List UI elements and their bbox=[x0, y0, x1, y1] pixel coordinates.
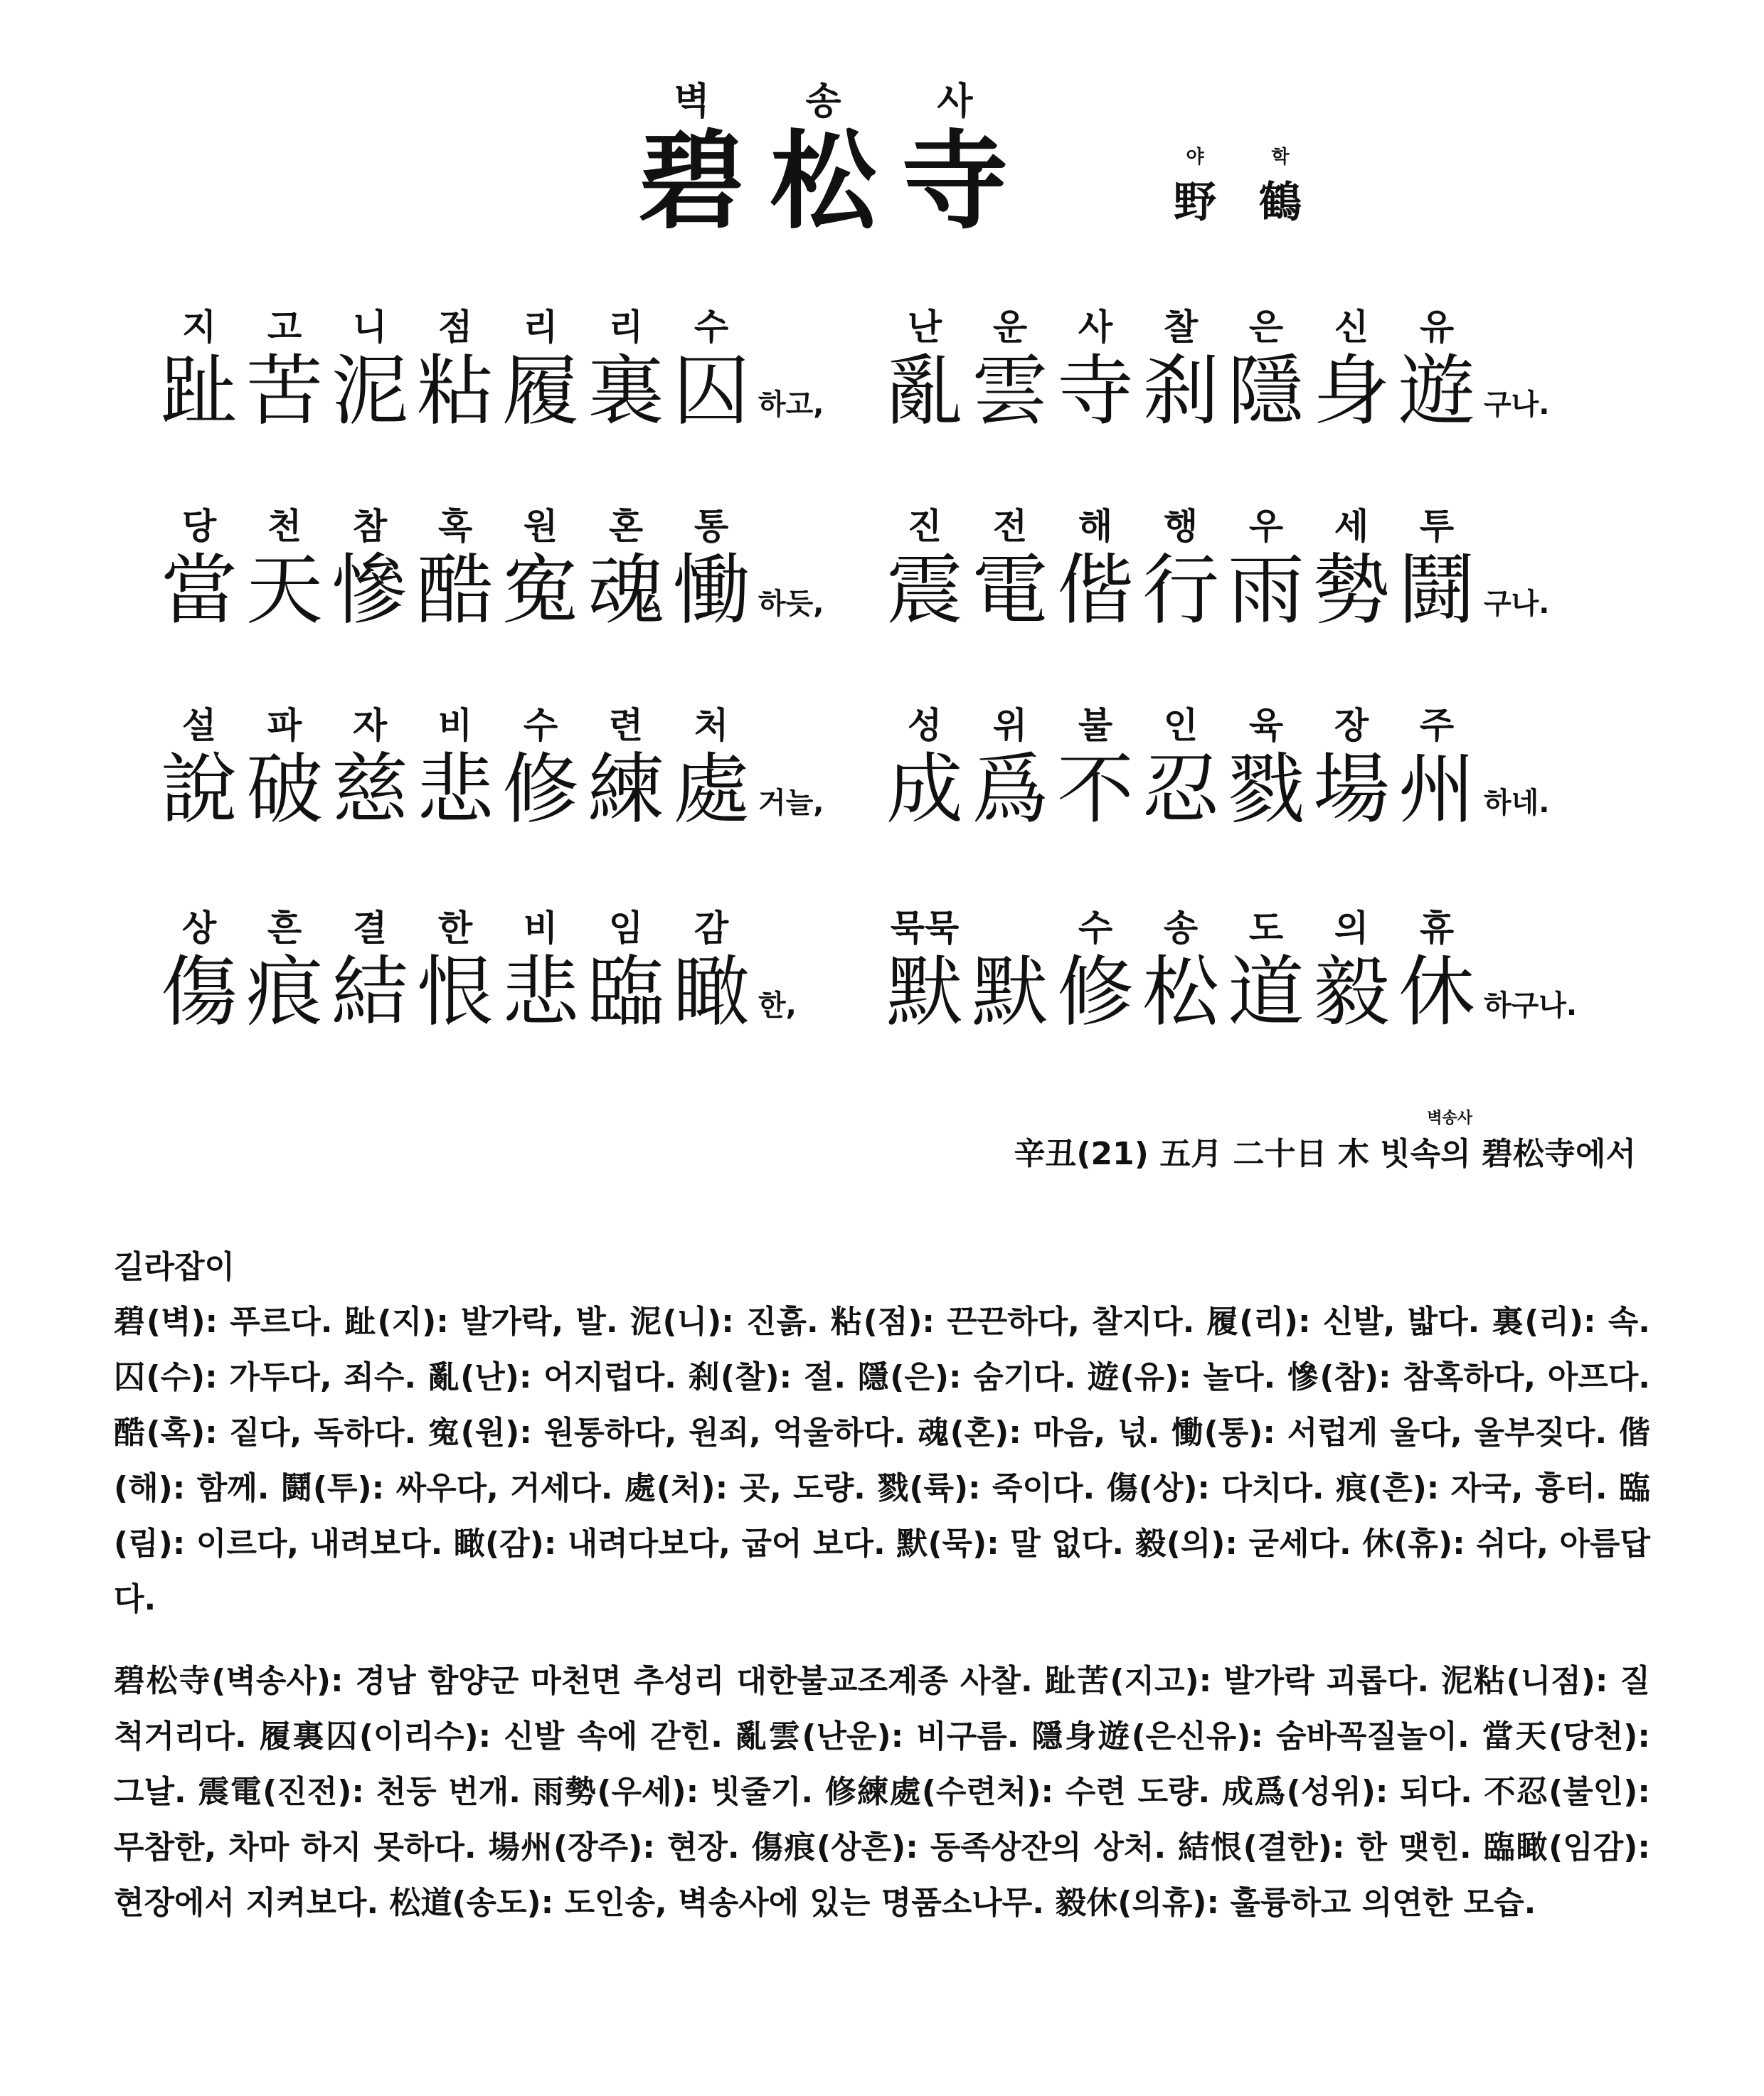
hanja-char: 勢 bbox=[1312, 546, 1390, 635]
hanja-char: 當 bbox=[160, 546, 238, 635]
hanja-char: 偕 bbox=[1056, 546, 1134, 635]
ruby-char: 묵묵 bbox=[890, 908, 960, 949]
hanja-char: 道 bbox=[1227, 948, 1305, 1037]
verse-2-left bbox=[156, 498, 824, 633]
ruby-char: 리 bbox=[523, 307, 558, 348]
hanja-char: 悲 bbox=[416, 745, 494, 834]
hanja-char: 寃 bbox=[501, 546, 579, 635]
hanja-char: 隱 bbox=[1227, 347, 1305, 436]
title-ruby-char: 벽 bbox=[674, 80, 710, 123]
hanja-char: 刹 bbox=[1142, 347, 1219, 436]
hanja-char: 亂 bbox=[886, 347, 963, 436]
ruby-char: 신 bbox=[1334, 307, 1369, 348]
ruby-char: 찰 bbox=[1163, 307, 1199, 348]
ruby-char: 위 bbox=[992, 705, 1028, 746]
title-ruby bbox=[626, 71, 1021, 124]
hanja-char: 裏 bbox=[587, 347, 664, 436]
hanja-char: 痕 bbox=[245, 948, 323, 1037]
hanja-char: 雲 bbox=[971, 347, 1048, 436]
hanja-char: 身 bbox=[1312, 347, 1390, 436]
ruby-char: 혹 bbox=[437, 506, 473, 547]
ruby-char: 운 bbox=[992, 307, 1028, 348]
hanja-char: 修 bbox=[501, 745, 579, 834]
ruby-char: 유 bbox=[1419, 307, 1455, 348]
title-ruby-char: 송 bbox=[805, 80, 841, 123]
hanja-char: 履 bbox=[501, 347, 579, 436]
hanja-char: 雨 bbox=[1227, 546, 1305, 635]
hanja-char: 遊 bbox=[1398, 347, 1475, 436]
hanja-char: 成 bbox=[886, 745, 963, 834]
hanja-char: 松 bbox=[1142, 948, 1219, 1037]
hanja-char: 慟 bbox=[672, 546, 750, 635]
author-ruby-char: 학 bbox=[1271, 147, 1290, 168]
ruby-char: 인 bbox=[1163, 705, 1199, 746]
verse-4-left bbox=[156, 900, 797, 1035]
ruby-char: 수 bbox=[523, 705, 558, 746]
hanja-char: 慘 bbox=[331, 546, 408, 635]
ruby-char: 리 bbox=[608, 307, 644, 348]
title-hanja-char: 寺 bbox=[901, 119, 1009, 244]
hanja-char: 修 bbox=[1056, 948, 1134, 1037]
ruby-char: 설 bbox=[181, 705, 217, 746]
author-hanja-char: 鶴 bbox=[1259, 178, 1302, 228]
hanja-char: 魂 bbox=[587, 546, 664, 635]
hanja-char: 寺 bbox=[1056, 347, 1134, 436]
hanja-char: 練 bbox=[587, 745, 664, 834]
dateline-text: 辛丑(21) 五月 二十日 木 빗속의 碧松寺에서 bbox=[1014, 1136, 1636, 1172]
ruby-char: 진 bbox=[907, 506, 942, 547]
ruby-char: 성 bbox=[907, 705, 942, 746]
verse-suffix: 하고, bbox=[758, 388, 824, 421]
hanja-char: 忍 bbox=[1142, 745, 1219, 834]
ruby-char: 한 bbox=[437, 908, 473, 949]
ruby-char: 불 bbox=[1078, 705, 1113, 746]
ruby-char: 수 bbox=[694, 307, 729, 348]
hanja-char: 悲 bbox=[501, 948, 579, 1037]
hanja-char: 苦 bbox=[245, 347, 323, 436]
glossary-paragraph: 碧(벽): 푸르다. 趾(지): 발가락, 발. 泥(니): 진흙. 粘(점): 끈끈하다, 찰지다. 履(리): 신발, 밟다. 裏(리): 속. 囚(수): 가두다, 죄수. 亂(난): 어지럽다. 刹(찰): 절. 隱(은): 숨기다. 遊(유): 놀다. 慘(참): 참혹하다, 아프다. 酷(혹): 짙다, 독하다. 寃(원): 원통하다, 원죄, 억울하다. 魂(혼): 마음, 넋. 慟(통): 서럽게 울다, 울부짖다. 偕(해): 함께. 鬪(투): 싸우다, 거세다. 處(처): 곳, 도량. 戮(륙): 죽이다. 傷(상): 다치다. 痕(흔): 자국, 흉터. 臨(림): 이르다, 내려보다. 瞰(감): 내려다보다, 굽어 보다. 默(묵): 말 없다. 毅(의): 굳세다. 休(휴): 쉬다, 아름답다. bbox=[114, 1304, 1650, 1617]
ruby-char: 수 bbox=[1078, 908, 1113, 949]
hanja-char: 毅 bbox=[1312, 948, 1390, 1037]
ruby-char: 의 bbox=[1334, 908, 1369, 949]
hanja-char: 泥 bbox=[331, 347, 408, 436]
verse-2-right bbox=[882, 498, 1549, 633]
hanja-char: 破 bbox=[245, 745, 323, 834]
ruby-char: 임 bbox=[608, 908, 644, 949]
verse-suffix: 하네. bbox=[1484, 787, 1550, 819]
hanja-char: 不 bbox=[1056, 745, 1134, 834]
hanja-char: 鬪 bbox=[1398, 546, 1475, 635]
ruby-char: 처 bbox=[694, 705, 729, 746]
title-hanja bbox=[626, 119, 1021, 244]
hanja-char: 傷 bbox=[160, 948, 238, 1037]
ruby-char: 송 bbox=[1163, 908, 1199, 949]
verse-suffix: 하구나. bbox=[1484, 989, 1578, 1022]
glossary-heading: 길라잡이 bbox=[114, 1249, 235, 1285]
ruby-char: 원 bbox=[523, 506, 558, 547]
ruby-char: 비 bbox=[437, 705, 473, 746]
author-hanja-char: 野 bbox=[1174, 178, 1216, 228]
hanja-char: 囚 bbox=[672, 347, 750, 436]
ruby-char bbox=[967, 900, 1053, 951]
glossary-paragraph: 碧松寺(벽송사): 경남 함양군 마천면 추성리 대한불교조계종 사찰. 趾苦(지고): 발가락 괴롭다. 泥粘(니점): 질척거리다. 履裏囚(이리수): 신발 속에 갇힌. 亂雲(난운): 비구름. 隱身遊(은신유): 숨바꼭질놀이. 當天(당천): 그날. 震電(진전): 천둥 번개. 雨勢(우세): 빗줄기. 修練處(수련처): 수련 도량. 成爲(성위): 되다. 不忍(불인): 무참한, 차마 하지 못하다. 場州(장주): 현장. 傷痕(상흔): 동족상잔의 상처. 結恨(결한): 한 맺힌. 臨瞰(임감): 현장에서 지켜보다. 松道(송도): 도인송, 벽송사에 있는 명품소나무. 毅休(의휴): 훌륭하고 의연한 모습. bbox=[114, 1663, 1650, 1921]
ruby-char: 참 bbox=[352, 506, 388, 547]
hanja-char: 處 bbox=[672, 745, 750, 834]
title-ruby-char: 사 bbox=[937, 80, 973, 123]
verse-suffix: 하듯, bbox=[758, 587, 824, 620]
verse-3-right bbox=[882, 697, 1549, 832]
ruby-char: 파 bbox=[267, 705, 302, 746]
ruby-char: 통 bbox=[694, 506, 729, 547]
author bbox=[1152, 142, 1323, 230]
ruby-char: 해 bbox=[1078, 506, 1113, 547]
ruby-char: 세 bbox=[1334, 506, 1369, 547]
ruby-char: 상 bbox=[181, 908, 217, 949]
title-hanja-char: 松 bbox=[770, 119, 877, 244]
hanja-char: 結 bbox=[331, 948, 408, 1037]
ruby-char: 난 bbox=[907, 307, 942, 348]
hanja-char: 瞰 bbox=[672, 948, 750, 1037]
verse-3-left bbox=[156, 697, 824, 832]
ruby-char: 결 bbox=[352, 908, 388, 949]
hanja-char: 慈 bbox=[331, 745, 408, 834]
ruby-char: 투 bbox=[1419, 506, 1455, 547]
hanja-char: 說 bbox=[160, 745, 238, 834]
ruby-char: 련 bbox=[608, 705, 644, 746]
ruby-char: 흔 bbox=[267, 908, 302, 949]
title-hanja-char: 碧 bbox=[638, 119, 745, 244]
ruby-char: 고 bbox=[267, 307, 302, 348]
ruby-char: 당 bbox=[181, 506, 217, 547]
hanja-char: 粘 bbox=[416, 347, 494, 436]
ruby-char: 전 bbox=[992, 506, 1028, 547]
hanja-char: 酷 bbox=[416, 546, 494, 635]
ruby-char: 감 bbox=[694, 908, 729, 949]
hanja-char: 恨 bbox=[416, 948, 494, 1037]
hanja-char: 爲 bbox=[971, 745, 1048, 834]
verse-1-right bbox=[882, 299, 1549, 434]
hanja-char: 震 bbox=[886, 546, 963, 635]
hanja-char: 戮 bbox=[1227, 745, 1305, 834]
hanja-char: 電 bbox=[971, 546, 1048, 635]
hanja-char: 州 bbox=[1398, 745, 1475, 834]
hanja-char: 趾 bbox=[160, 347, 238, 436]
ruby-char: 휴 bbox=[1419, 908, 1455, 949]
hanja-char: 天 bbox=[245, 546, 323, 635]
verse-4-right bbox=[882, 900, 1577, 1035]
hanja-char: 行 bbox=[1142, 546, 1219, 635]
verse-1-left bbox=[156, 299, 824, 434]
hanja-char: 臨 bbox=[587, 948, 664, 1037]
hanja-char: 默 bbox=[886, 948, 963, 1037]
ruby-char: 주 bbox=[1419, 705, 1455, 746]
ruby-char: 우 bbox=[1248, 506, 1284, 547]
ruby-char: 니 bbox=[352, 307, 388, 348]
verse-suffix: 거늘, bbox=[758, 787, 824, 819]
ruby-char: 사 bbox=[1078, 307, 1113, 348]
ruby-char: 비 bbox=[523, 908, 558, 949]
hanja-char: 場 bbox=[1312, 745, 1390, 834]
hanja-char: 默 bbox=[971, 948, 1048, 1037]
verse-suffix: 한, bbox=[758, 989, 797, 1022]
author-ruby-char: 야 bbox=[1186, 147, 1204, 168]
ruby-char: 천 bbox=[267, 506, 302, 547]
dateline bbox=[1014, 1106, 1636, 1174]
ruby-char: 은 bbox=[1248, 307, 1284, 348]
ruby-char: 지 bbox=[181, 307, 217, 348]
ruby-char: 점 bbox=[437, 307, 473, 348]
ruby-char: 혼 bbox=[608, 506, 644, 547]
ruby-char: 육 bbox=[1248, 705, 1284, 746]
ruby-char: 장 bbox=[1334, 705, 1369, 746]
dateline-ruby: 벽송사 bbox=[1427, 1110, 1472, 1127]
ruby-char: 자 bbox=[352, 705, 388, 746]
ruby-char: 행 bbox=[1163, 506, 1199, 547]
poem-title bbox=[626, 71, 1021, 244]
hanja-char: 休 bbox=[1398, 948, 1475, 1037]
verse-suffix: 구나. bbox=[1484, 388, 1550, 421]
ruby-char: 도 bbox=[1248, 908, 1284, 949]
verse-suffix: 구나. bbox=[1484, 587, 1550, 620]
